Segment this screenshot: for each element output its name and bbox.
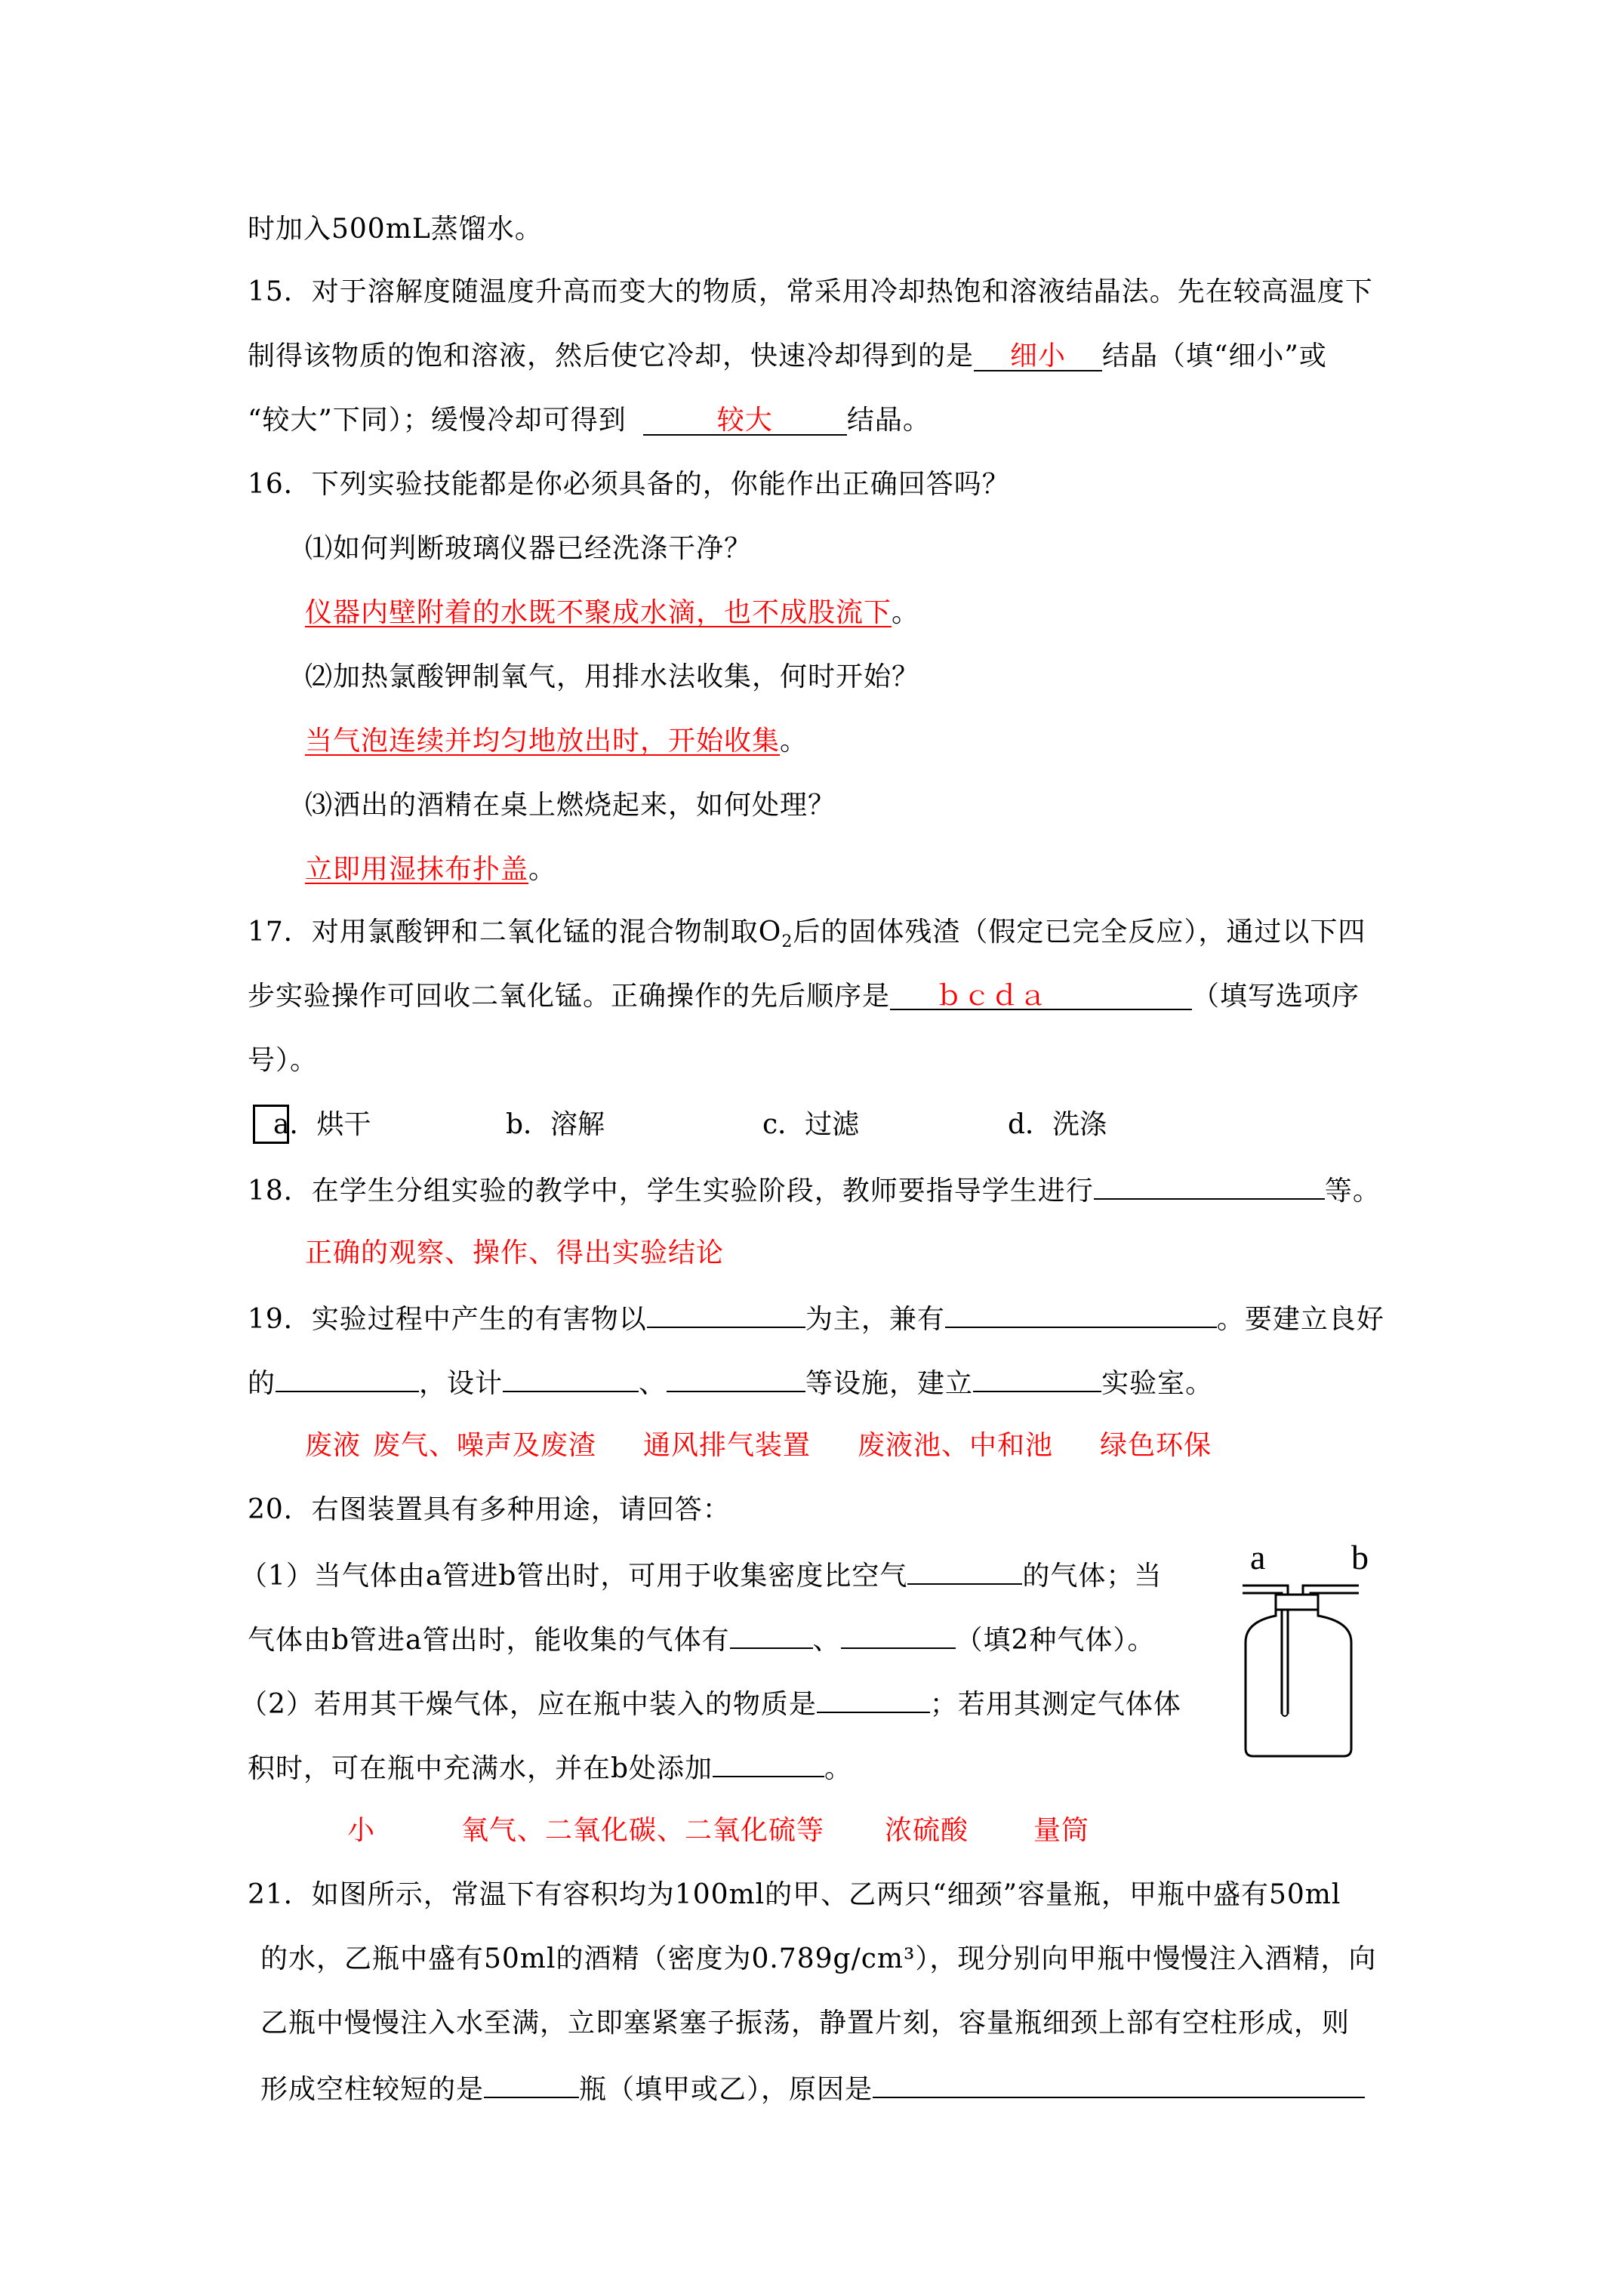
q19-blank1 (647, 1301, 805, 1328)
q20-line2 (240, 1558, 1162, 1593)
q17-line2-pre: 步实验操作可回收二氧化锰。正确操作的先后顺序是 (248, 981, 891, 1012)
q20-line4-pre: （2）若用其干燥气体，应在瓶中装入的物质是 (240, 1689, 817, 1720)
q20-line3-post: （填2种气体）。 (955, 1625, 1156, 1656)
q20-line2-pre: （1）当气体由a管进b管出时，可用于收集密度比空气 (240, 1561, 908, 1592)
q18-blank (1094, 1173, 1325, 1200)
q20-line5-pre: 积时，可在瓶中充满水，并在b处添加 (248, 1753, 713, 1784)
q19-line2-a: 的 (248, 1368, 276, 1399)
q20-blank5 (713, 1750, 824, 1777)
q19-answers (305, 1429, 1212, 1462)
q20-line3-pre: 气体由b管进a管出时，能收集的气体有 (248, 1625, 730, 1656)
q17-subscript: 2 (781, 932, 793, 952)
q21-line4 (260, 2071, 1365, 2106)
q21-line3: 乙瓶中慢慢注入水至满，立即塞紧塞子振荡，静置片刻，容量瓶细颈上部有空柱形成，则 (260, 2008, 1350, 2039)
intro-line: 时加入500mL蒸馏水。 (248, 214, 543, 245)
q16-answer3-line (305, 853, 556, 886)
q15-answer1: 细小 (974, 340, 1102, 371)
q19-line2-c: 、 (639, 1368, 667, 1399)
q20-answer4: 量筒 (1033, 1815, 1090, 1846)
q16-line1: 16．下列实验技能都是你必须具备的，你能作出正确回答吗？ (248, 469, 1010, 500)
q16-sub2: ⑵加热氯酸钾制氧气，用排水法收集，何时开始？ (305, 661, 920, 692)
q19-line1-a: 19．实验过程中产生的有害物以 (248, 1304, 647, 1335)
tube-b-label: b (1351, 1540, 1369, 1576)
q17-line2-post: （填写选项序 (1192, 981, 1360, 1012)
q21-line4-mid: 瓶（填甲或乙），原因是 (579, 2074, 873, 2105)
q15-line3-pre: “较大”下同）；缓慢冷却可得到 (248, 405, 627, 436)
q15-line3 (248, 404, 931, 437)
q18-line-pre: 18．在学生分组实验的教学中，学生实验阶段，教师要指导学生进行 (248, 1176, 1094, 1207)
q20-blank4 (817, 1686, 930, 1713)
q16-answer1-end: 。 (892, 597, 920, 628)
q20-blank3 (841, 1622, 956, 1649)
q20-line5 (248, 1750, 852, 1786)
q19-line1-c: 。要建立良好 (1216, 1304, 1384, 1335)
q19-answer5: 绿色环保 (1100, 1430, 1212, 1461)
q20-line4 (240, 1686, 1181, 1721)
q17-line3: 号）。 (248, 1045, 319, 1076)
q19-line2-b: ，设计 (419, 1368, 504, 1399)
q16-answer3-end: 。 (528, 854, 557, 885)
q15-line1: 15．对于溶解度随温度升高而变大的物质，常采用冷却热饱和溶液结晶法。先在较高温度下 (248, 276, 1373, 307)
q21-line2: 的水，乙瓶中盛有50ml的酒精（密度为0.789g/cm³），现分别向甲瓶中慢慢注入酒精，向 (260, 1943, 1377, 1974)
q17-line1-post: 后的固体残渣（假定已完全反应），通过以下四 (793, 917, 1366, 948)
q17-option-a: a．烘干 (273, 1109, 371, 1140)
q16-sub3: ⑶洒出的酒精在桌上燃烧起来，如何处理？ (305, 790, 836, 821)
q20-answer1: 小 (347, 1815, 376, 1846)
bottle (1246, 1610, 1351, 1756)
q20-line5-post: 。 (824, 1753, 853, 1784)
q21-line1: 21．如图所示，常温下有容积均为100ml的甲、乙两只“细颈”容量瓶，甲瓶中盛有50ml (248, 1879, 1341, 1910)
q19-blank3 (276, 1365, 419, 1392)
q16-answer1: 仪器内壁附着的水既不聚成水滴，也不成股流下 (305, 597, 892, 628)
q19-blank6 (973, 1365, 1101, 1392)
q19-line2 (248, 1365, 1213, 1401)
q16-answer2-end: 。 (780, 726, 808, 757)
q19-blank2 (945, 1301, 1217, 1328)
q17-line1 (248, 916, 1366, 959)
q19-line2-d: 等设施，建立 (805, 1368, 974, 1399)
q18-line (248, 1173, 1381, 1208)
gas-bottle-diagram (1238, 1540, 1397, 1759)
q15-line3-post: 结晶。 (846, 405, 931, 436)
q17-answer: ｂｃｄａ (890, 980, 1192, 1010)
q21-blank1 (484, 2071, 579, 2098)
q17-line1-pre: 17．对用氯酸钾和二氧化锰的混合物制取O (248, 917, 782, 948)
q15-line2 (248, 340, 1327, 373)
q17-line2 (248, 980, 1360, 1013)
q20-answers (347, 1814, 1089, 1848)
short-tube-b (1303, 1586, 1359, 1595)
q15-line2-pre: 制得该物质的饱和溶液，然后使它冷却，快速冷却得到的是 (248, 341, 975, 371)
q16-answer3: 立即用湿抹布扑盖 (305, 854, 529, 885)
q20-blank1 (907, 1558, 1022, 1585)
q20-line4-post: ；若用其测定气体体 (929, 1689, 1181, 1720)
q19-line1-b: 为主，兼有 (805, 1304, 945, 1335)
q20-answer2: 氧气、二氧化碳、二氧化硫等 (461, 1815, 825, 1846)
q19-answer1: 废液 (305, 1430, 362, 1461)
q21-line4-pre: 形成空柱较短的是 (260, 2074, 485, 2105)
q19-line1 (248, 1301, 1384, 1336)
q16-answer2: 当气泡连续并均匀地放出时，开始收集 (305, 726, 781, 757)
q16-sub1: ⑴如何判断玻璃仪器已经洗涤干净？ (305, 533, 753, 564)
q19-blank4 (503, 1365, 639, 1392)
q20-answer3: 浓硫酸 (885, 1815, 969, 1846)
q15-line2-post: 结晶（填“细小”或 (1102, 341, 1327, 371)
q17-option-b: b．溶解 (506, 1109, 605, 1140)
q16-answer1-line (305, 596, 919, 630)
q20-line3 (248, 1622, 1155, 1657)
q17-option-d: d．洗涤 (1008, 1109, 1107, 1140)
q20-line2-post: 的气体；当 (1022, 1561, 1163, 1592)
q18-answer: 正确的观察、操作、得出实验结论 (305, 1237, 725, 1268)
q19-answer2: 废气、噪声及废渣 (373, 1430, 597, 1461)
q19-answer4: 废液池、中和池 (858, 1430, 1054, 1461)
q19-blank5 (667, 1365, 805, 1392)
stopper (1276, 1595, 1318, 1610)
q19-line2-e: 实验室。 (1101, 1368, 1214, 1399)
q19-answer3: 通风排气装置 (643, 1430, 812, 1461)
q20-line3-mid: 、 (812, 1625, 841, 1656)
q15-answer2: 较大 (643, 404, 847, 436)
tube-a-label: a (1250, 1540, 1266, 1576)
q17-option-c: c．过滤 (762, 1109, 860, 1140)
q20-line1: 20．右图装置具有多种用途，请回答： (248, 1494, 731, 1525)
q20-blank2 (730, 1622, 813, 1649)
q18-line-post: 等。 (1324, 1176, 1381, 1207)
q21-blank2 (873, 2071, 1365, 2098)
q16-answer2-line (305, 725, 808, 758)
